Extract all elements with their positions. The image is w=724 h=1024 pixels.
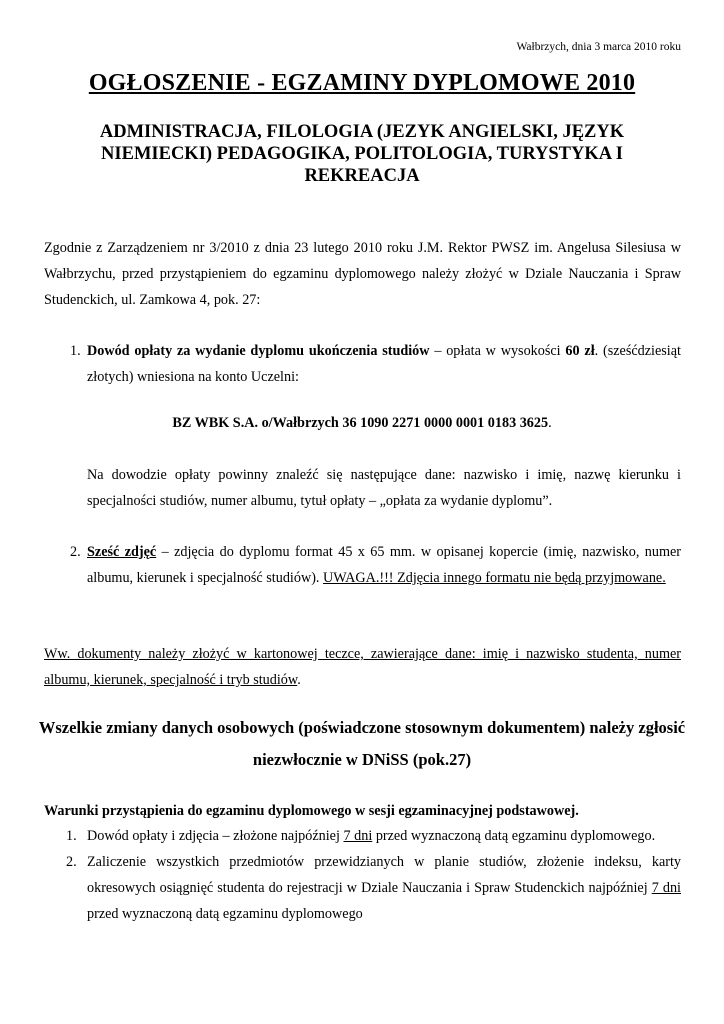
bank-account bbox=[0, 410, 724, 436]
item-1-number: 1. bbox=[70, 343, 81, 359]
condition-2-part-b: przed wyznaczoną datą egzaminu dyplomowego bbox=[87, 906, 363, 922]
item-2-text bbox=[87, 539, 681, 591]
page-title: OGŁOSZENIE - EGZAMINY DYPLOMOWE 2010 bbox=[88, 70, 636, 96]
item-2-rest: – zdjęcia do dyplomu format 45 x 65 mm. w opisanej kopercie (imię, nazwisko, numer albumu, kierunek i specjalność studiów). bbox=[87, 544, 681, 586]
subtitle-fields-of-study: ADMINISTRACJA, FILOLOGIA (JEZYK ANGIELSKI, JĘZYK NIEMIECKI) PEDAGOGIKA, POLITOLOGIA, TURYSTYKA I REKREACJA bbox=[99, 122, 625, 186]
item-1-amount: 60 zł bbox=[565, 343, 595, 359]
item-1-rest: – opłata w wysokości bbox=[429, 343, 566, 359]
dateline: Wałbrzych, dnia 3 marca 2010 roku bbox=[516, 41, 681, 53]
item-2-lead: Sześć zdjęć bbox=[87, 544, 157, 560]
item-1-note: Na dowodzie opłaty powinny znaleźć się następujące dane: nazwisko i imię, nazwę kierunku i specjalności studiów, numer albumu, tytuł opłaty – „opłata za wydanie dyplomu”. bbox=[87, 467, 681, 509]
condition-1-days: 7 dni bbox=[343, 828, 373, 844]
item-1-lead: Dowód opłaty za wydanie dyplomu ukończenia studiów bbox=[87, 343, 430, 359]
item-1-text bbox=[87, 338, 681, 390]
condition-1-text bbox=[87, 823, 687, 849]
condition-1-part-b: przed wyznaczoną datą egzaminu dyplomowego. bbox=[372, 828, 656, 844]
item-2-warning: UWAGA.!!! Zdjęcia innego formatu nie będą przyjmowane. bbox=[323, 570, 666, 586]
condition-2-part-a: Zaliczenie wszystkich przedmiotów przewidzianych w planie studiów, złożenie indeksu, karty okresowych osiągnięć studenta do rejestracji w Dziale Nauczania i Spraw Studenckich najpóźniej bbox=[87, 854, 681, 896]
bank-account-end: . bbox=[548, 415, 552, 431]
folder-note bbox=[44, 641, 681, 693]
folder-note-text: Ww. dokumenty należy złożyć w kartonowej teczce, zawierające dane: imię i nazwisko studenta, numer albumu, kierunek, specjalność i tryb studiów bbox=[44, 646, 681, 688]
conditions-title: Warunki przystąpienia do egzaminu dyplomowego w sesji egzaminacyjnej podstawowej. bbox=[44, 803, 579, 819]
condition-1-number: 1. bbox=[66, 828, 77, 844]
folder-note-end: . bbox=[297, 672, 301, 688]
condition-2-text bbox=[87, 849, 681, 927]
condition-2-number: 2. bbox=[66, 854, 77, 870]
condition-2-days: 7 dni bbox=[651, 880, 681, 896]
bank-account-number: BZ WBK S.A. o/Wałbrzych 36 1090 2271 0000 0001 0183 3625 bbox=[172, 415, 549, 431]
intro-paragraph: Zgodnie z Zarządzeniem nr 3/2010 z dnia 23 lutego 2010 roku J.M. Rektor PWSZ im. Angelusa Silesiusa w Wałbrzychu, przed przystąpieniem do egzaminu dyplomowego należy złożyć w Dziale Nauczania i Spraw Studenckich, ul. Zamkowa 4, pok. 27: bbox=[44, 240, 681, 308]
item-2-number: 2. bbox=[70, 544, 81, 560]
changes-notice: Wszelkie zmiany danych osobowych (poświadczone stosownym dokumentem) należy zgłosić niezwłocznie w DNiSS (pok.27) bbox=[38, 718, 686, 769]
item-1-after-amount: . (sześćdziesiąt złotych) wniesiona na konto Uczelni: bbox=[87, 343, 681, 385]
condition-1-part-a: Dowód opłaty i zdjęcia – złożone najpóźniej bbox=[87, 828, 344, 844]
